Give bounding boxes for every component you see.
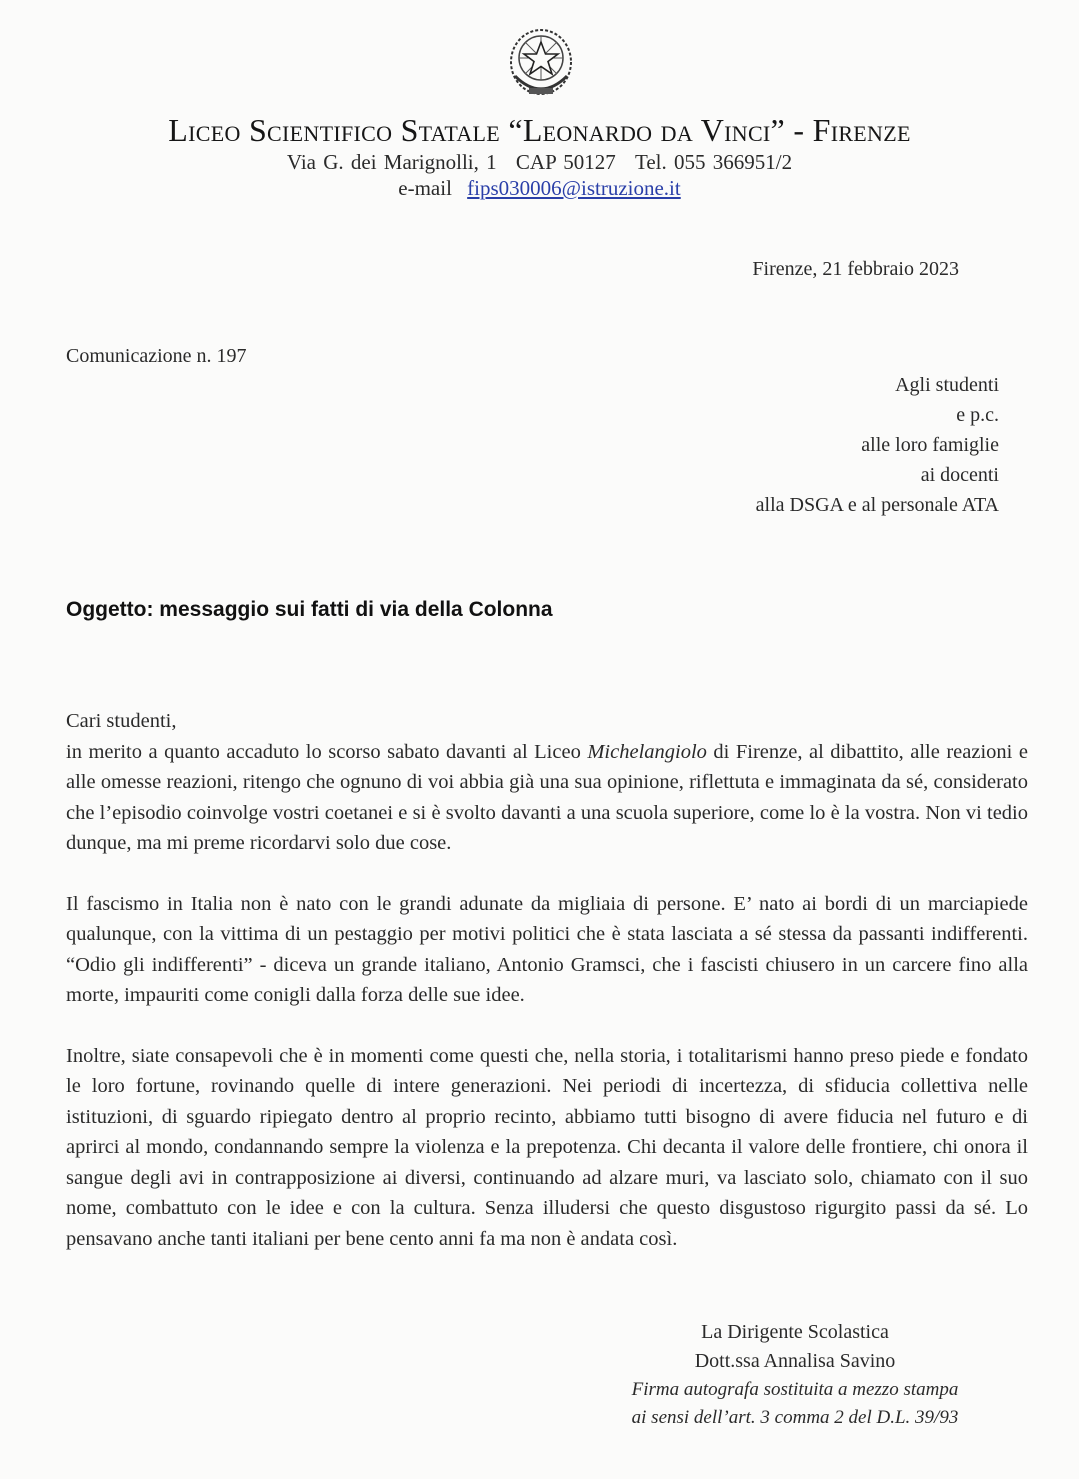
greeting: Cari studenti,	[66, 710, 177, 732]
body-paragraph-1	[66, 706, 1028, 859]
postal-code: CAP 50127	[515, 150, 616, 174]
signature-note-line-2: ai sensi dell’art. 3 comma 2 del D.L. 39/93	[631, 1407, 959, 1428]
letter-body	[66, 706, 1028, 1284]
email-label: e-mail	[398, 176, 452, 200]
email-line	[0, 176, 1079, 201]
signer-role: La Dirigente Scolastica	[701, 1321, 889, 1343]
street-address: Via G. dei Marignolli, 1	[286, 150, 497, 174]
italian-republic-emblem-icon	[505, 18, 577, 100]
p1-emphasis: Michelangiolo	[587, 740, 707, 763]
communication-number: Comunicazione n. 197	[66, 345, 247, 367]
phone-number: Tel. 055 366951/2	[634, 150, 793, 174]
signature-block	[600, 1318, 990, 1432]
recipient-line: alle loro famiglie	[861, 434, 999, 456]
p1-text-after: di Firenze, al dibattito, alle reazioni e alle omesse reazioni, ritengo che ognuno di voi abbia già una sua opinione, riflettuta e immaginata da sé, considerato che l’episodio coinvolge vostri coetanei e si è svolto davanti a una scuola superiore, come lo è la vostra. Non vi tedio dunque, ma mi preme ricordarvi solo due cose.	[66, 740, 1028, 854]
recipient-line: e p.c.	[956, 404, 999, 426]
body-paragraph-3: Inoltre, siate consapevoli che è in momenti come questi che, nella storia, i totalitarismi hanno preso piede e fondato le loro fortune, rovinando quelle di intere generazioni. Nei periodi di incertezza, di sfiducia collettiva nelle istituzioni, di sguardo ripiegato dentro al proprio recinto, abbiamo tutti bisogno di avere fiducia nel futuro e di aprirci al mondo, condannando sempre la violenza e la prepotenza. Chi decanta il valore delle frontiere, chi onora il sangue degli avi in contrapposizione ai diversi, continuando ad alzare muri, va lasciato solo, chiamato con il suo nome, combattuto con le idee e con la cultura. Senza illudersi che questo disgustoso rigurgito passi da sé. Lo pensavano anche tanti italiani per bene cento anni fa ma non è andata così.	[66, 1044, 1028, 1250]
school-address	[0, 150, 1079, 175]
body-paragraph-2: Il fascismo in Italia non è nato con le grandi adunate da migliaia di persone. E’ nato ai bordi di un marciapiede qualunque, con la vittima di un pestaggio per motivi politici che è stata lasciata a sé stessa da passanti indifferenti. “Odio gli indifferenti” - diceva un grande italiano, Antonio Gramsci, che i fascisti chiusero in un carcere fino alla morte, impauriti come conigli dalla forza delle sue idee.	[66, 892, 1028, 1006]
p1-text-before: in merito a quanto accaduto lo scorso sabato davanti al Liceo	[66, 740, 588, 763]
letter-date: Firenze, 21 febbraio 2023	[752, 258, 959, 280]
recipients-block	[756, 370, 999, 520]
recipient-line: alla DSGA e al personale ATA	[755, 494, 999, 516]
letter-subject: Oggetto: messaggio sui fatti di via della Colonna	[66, 598, 553, 621]
signer-name: Dott.ssa Annalisa Savino	[694, 1350, 896, 1372]
recipient-line: Agli studenti	[895, 374, 999, 396]
signature-note-line-1: Firma autografa sostituita a mezzo stampa	[631, 1379, 959, 1400]
recipient-line: ai docenti	[920, 464, 999, 486]
email-link[interactable]: fips030006@istruzione.it	[467, 176, 681, 200]
school-name: Liceo Scientifico Statale “Leonardo da Vinci” - Firenze	[168, 112, 911, 148]
